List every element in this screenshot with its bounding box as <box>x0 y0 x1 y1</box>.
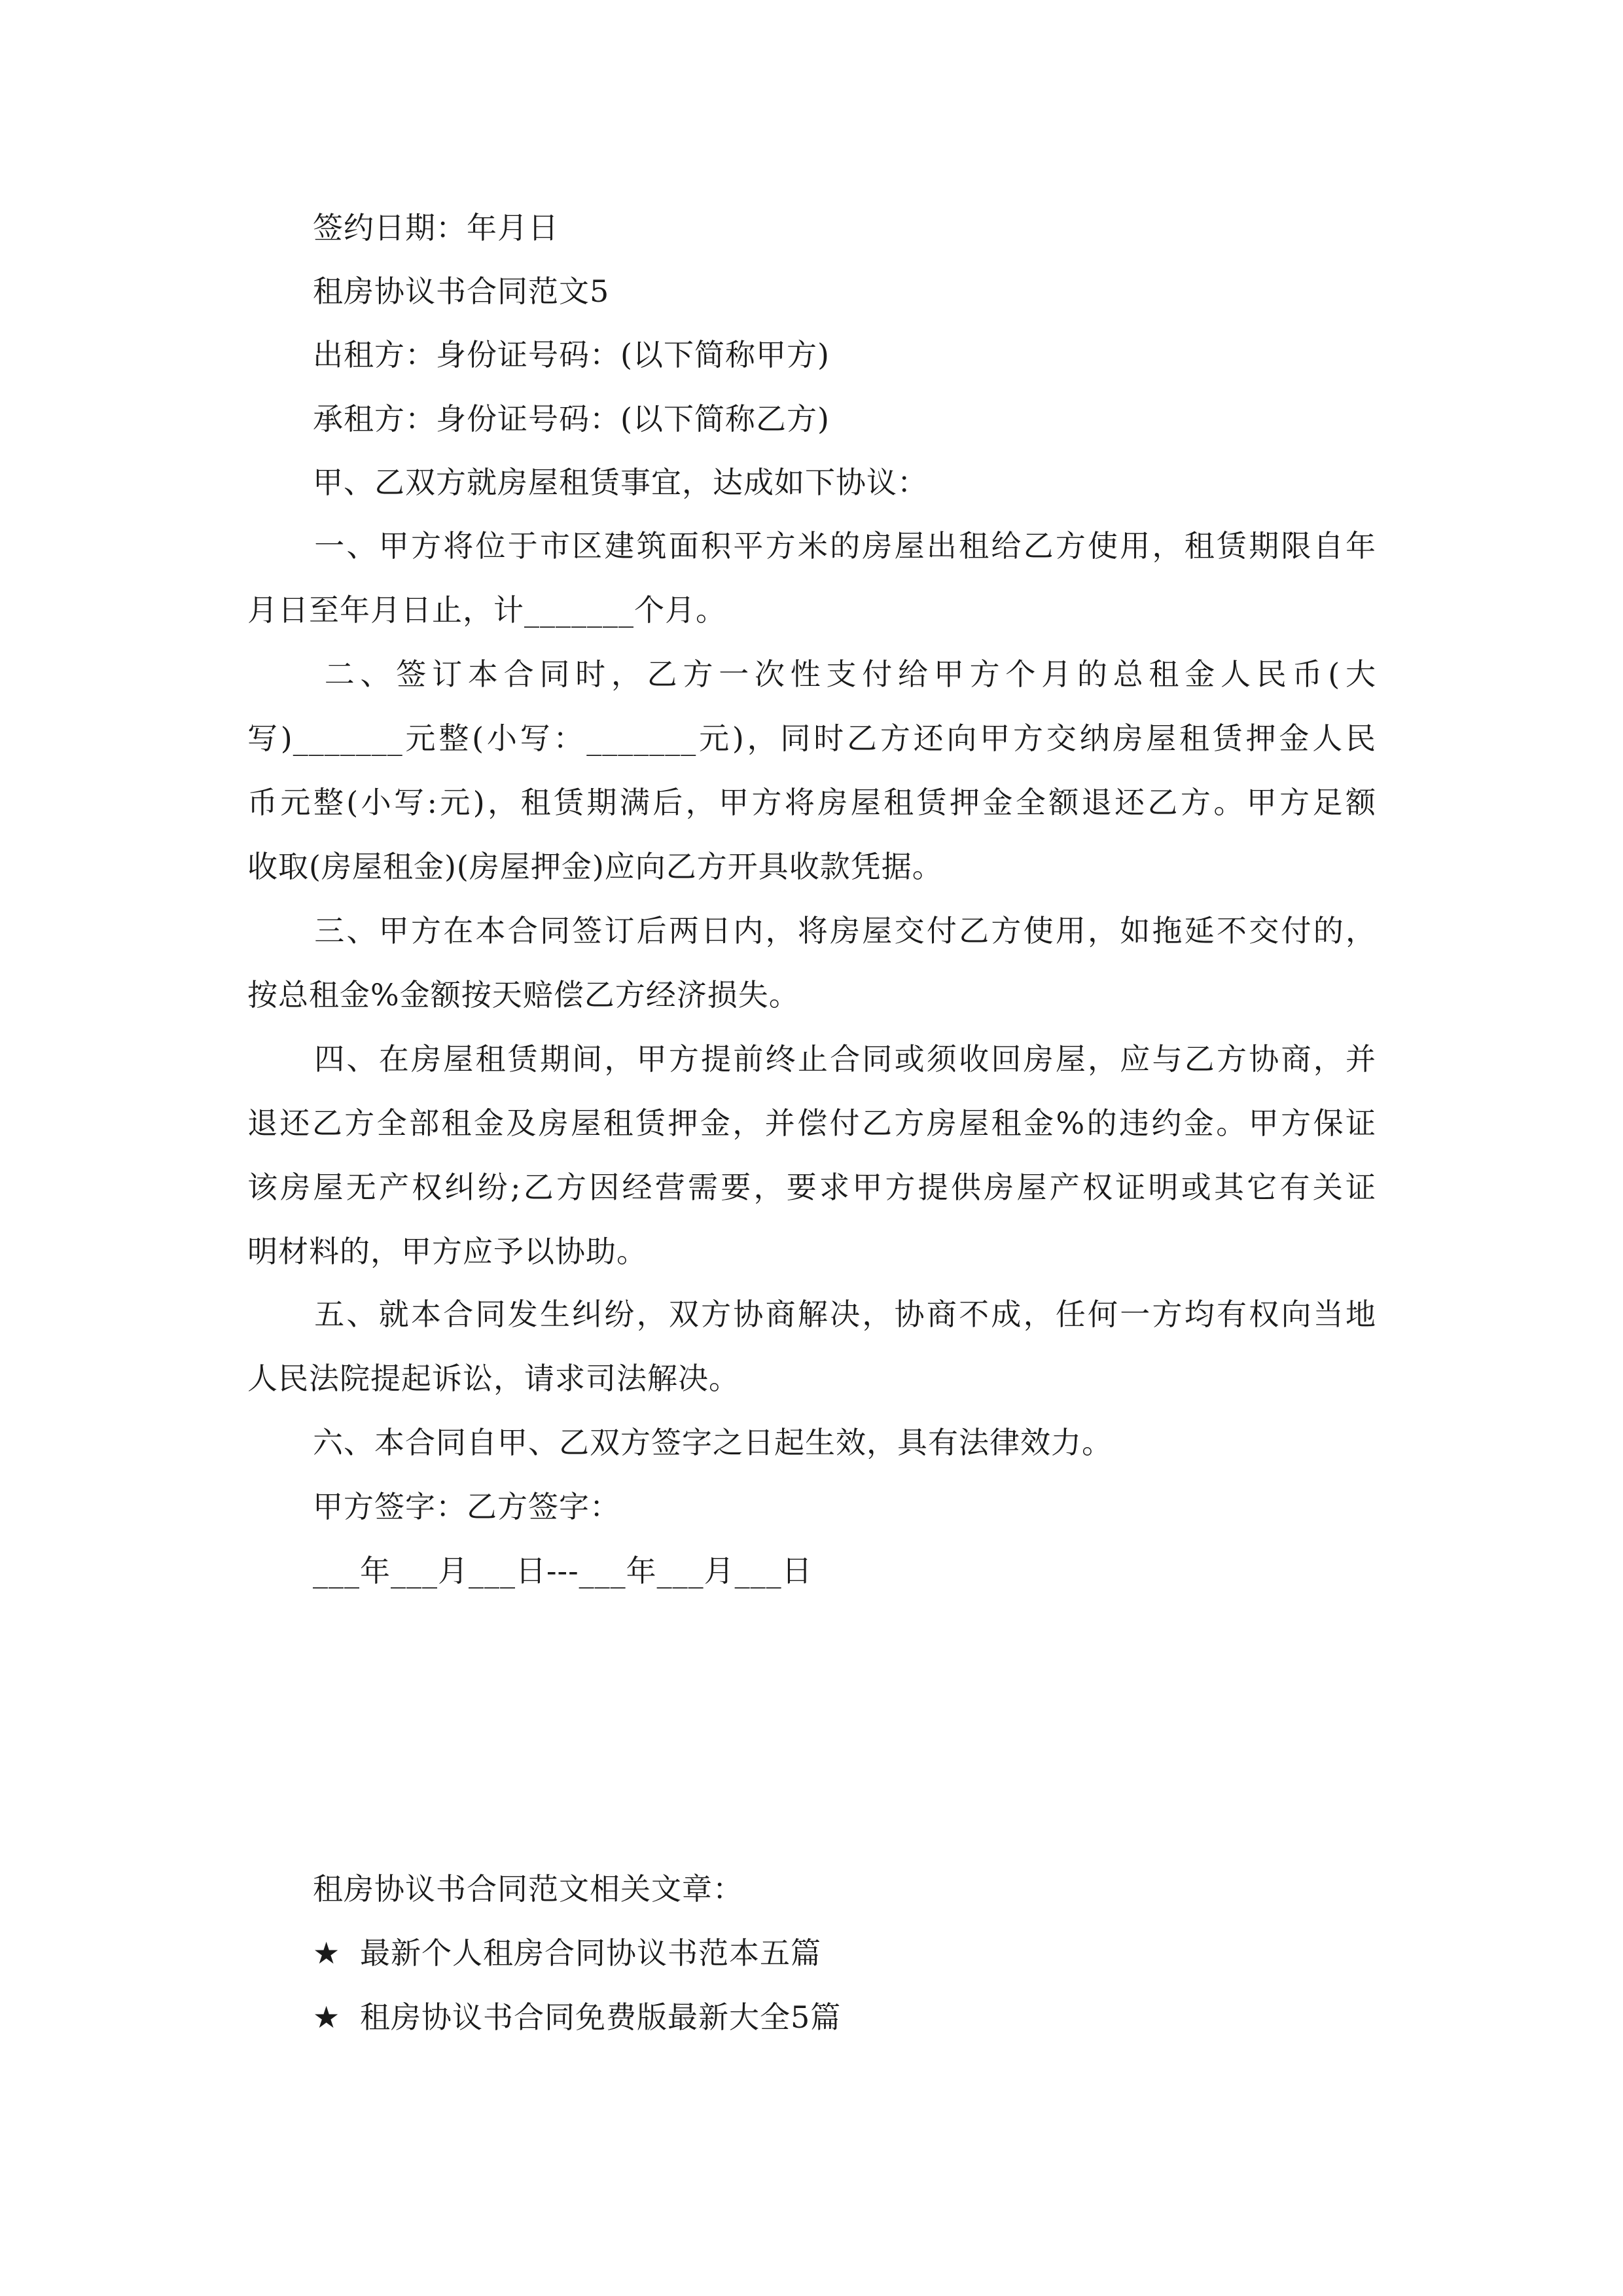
signature-line: 甲方签字：乙方签字： <box>313 1489 620 1524</box>
clause-2-line-2: 写)_______元整(小写：_______元)，同时乙方还向甲方交纳房屋租赁押金人民 <box>247 721 1376 756</box>
clause-4-line-3: 该房屋无产权纠纷;乙方因经营需要，要求甲方提供房屋产权证明或其它有关证 <box>247 1170 1376 1205</box>
clause-2-line-3: 币元整(小写:元)，租赁期满后，甲方将房屋租赁押金全额退还乙方。甲方足额 <box>247 785 1376 820</box>
clause-3-line-2: 按总租金%金额按天赔偿乙方经济损失。 <box>247 977 800 1013</box>
related-link-1[interactable] <box>313 1933 821 1973</box>
clause-4-line-4: 明材料的，甲方应予以协助。 <box>247 1234 647 1269</box>
clause-6: 六、本合同自甲、乙双方签字之日起生效，具有法律效力。 <box>313 1425 1113 1460</box>
clause-2-line-1: 二、签订本合同时，乙方一次性支付给甲方个月的总租金人民币(大 <box>319 656 1376 692</box>
clause-4-line-1: 四、在房屋租赁期间，甲方提前终止合同或须收回房屋，应与乙方协商，并 <box>313 1041 1376 1077</box>
related-articles-title: 租房协议书合同范文相关文章： <box>313 1871 743 1907</box>
lessor-line: 出租方：身份证号码：(以下简称甲方) <box>313 337 830 372</box>
clause-5-line-2: 人民法院提起诉讼，请求司法解决。 <box>247 1361 740 1396</box>
date-line: ___年___月___日---___年___月___日 <box>313 1553 813 1588</box>
star-icon: ★ <box>313 2000 341 2035</box>
lessee-line: 承租方：身份证号码：(以下简称乙方) <box>313 401 830 437</box>
clause-3-line-1: 三、甲方在本合同签订后两日内，将房屋交付乙方使用，如拖延不交付的， <box>313 913 1376 948</box>
clause-2-line-4: 收取(房屋租金)(房屋押金)应向乙方开具收款凭据。 <box>247 849 943 884</box>
clause-1-line-1: 一、甲方将位于市区建筑面积平方米的房屋出租给乙方使用，租赁期限自年 <box>313 528 1376 564</box>
clause-4-line-2: 退还乙方全部租金及房屋租赁押金，并偿付乙方房屋租金%的违约金。甲方保证 <box>247 1105 1376 1141</box>
clause-1-line-2: 月日至年月日止，计_______个月。 <box>247 592 726 628</box>
sign-date: 签约日期：年月日 <box>313 210 559 245</box>
related-link-2[interactable] <box>313 1998 841 2037</box>
related-link-1-label: 最新个人租房合同协议书范本五篇 <box>360 1935 821 1971</box>
related-link-2-label: 租房协议书合同免费版最新大全5篇 <box>360 2000 842 2035</box>
document-heading: 租房协议书合同范文5 <box>313 274 610 309</box>
preamble: 甲、乙双方就房屋租赁事宜，达成如下协议： <box>313 465 928 500</box>
star-icon: ★ <box>313 1935 341 1971</box>
clause-5-line-1: 五、就本合同发生纠纷，双方协商解决，协商不成，任何一方均有权向当地 <box>313 1297 1376 1332</box>
